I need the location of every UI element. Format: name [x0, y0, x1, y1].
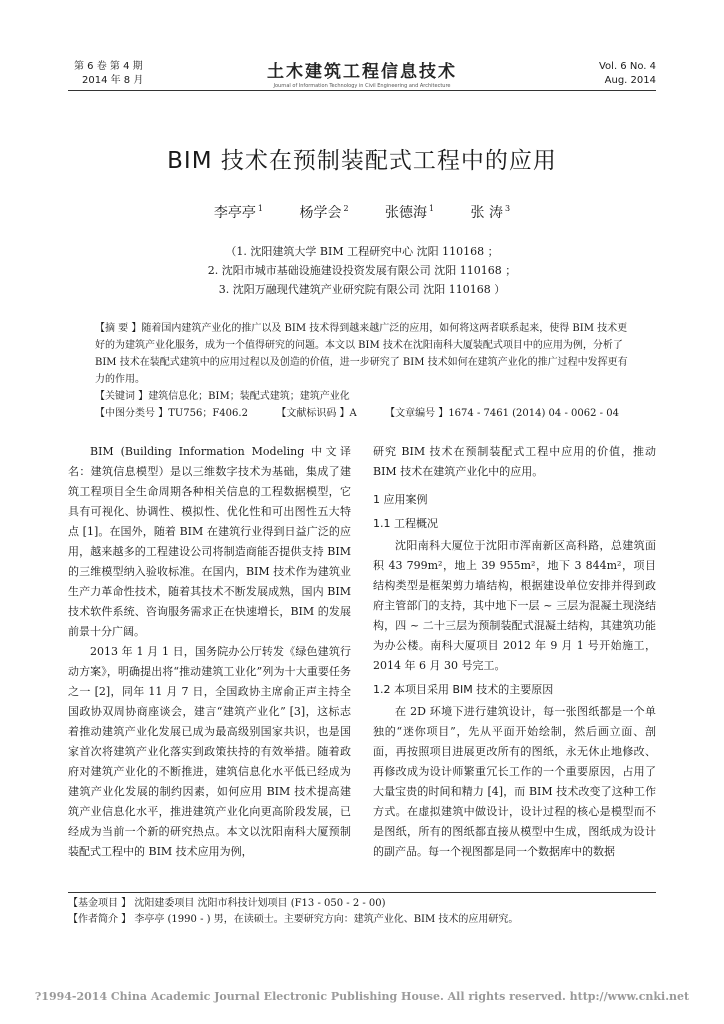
paragraph: 沈阳南科大厦位于沈阳市浑南新区高科路，总建筑面积 43 799m²，地上 39 955m²，地下 3 844m²，项目结构类型是框架剪力墙结构，根据建设单位安排并得到政府主管部门的支持，其中地下一层 ~ 三层为混凝土现浇结构，四 ~ 二十三层为预制装配式混凝土结构，其建筑功能为办公楼。南科大厦项目 2012 年 9 月 1 号开始施工，2014 年 6 月 30 号完工。 — [373, 539, 656, 672]
body-right-column — [373, 442, 656, 862]
author-affil-mark: 1 — [429, 204, 435, 214]
paragraph: 2013 年 1 月 1 日，国务院办公厅转发《绿色建筑行动方案》，明确提出将“推动建筑工业化”列为十大重要任务之一 [2]，同年 11 月 7 日，全国政协主席俞正声主持全国政协双周协商座谈会，建言“建筑产业化” [3]，这标志着推动建筑产业化发展已成为最高级别国家共识，也是国家首次将建筑产业化落实到政策扶持的有效举措。随着政府对建筑产业化的不断推进，建筑信息化水平低已经成为建筑产业化发展的制约因素，如何应用 BIM 技术提高建筑产业信息化水平，推进建筑产业化向更高阶段发展，已经成为当前一个新的研究热点。本文以沈阳南科大厦预制装配式工程中的 BIM 技术应用为例， — [68, 645, 351, 858]
doc-code-value: A — [349, 408, 357, 419]
body-left-column — [68, 442, 351, 862]
author-affil-mark: 1 — [257, 204, 263, 214]
author — [299, 205, 348, 221]
subsection-heading: 1.1 工程概况 — [373, 517, 438, 530]
affiliation-2: 2. 沈阳市城市基础设施建设投资发展有限公司 沈阳 110168 ； — [207, 264, 517, 277]
author — [471, 205, 511, 221]
volume-issue: 第 6 卷 第 4 期 — [74, 61, 143, 72]
journal-masthead — [262, 57, 462, 89]
author-affil-mark: 3 — [505, 204, 511, 214]
article-no-value: 1674 - 7461 (2014) 04 - 0062 - 04 — [448, 408, 619, 419]
volume-number-en: Vol. 6 No. 4 — [598, 61, 656, 72]
copyright-watermark: ?1994-2014 China Academic Journal Electronic Publishing House. All rights reserved. http://www.cnki.net — [34, 990, 690, 1003]
affiliation-3: 3. 沈阳万融现代建筑产业研究院有限公司 沈阳 110168 ） — [218, 283, 506, 296]
clc-label: 【中图分类号 】 — [95, 408, 169, 419]
footnote-rule — [68, 892, 656, 893]
affiliation-1: （1. 沈阳建筑大学 BIM 工程研究中心 沈阳 110168 ； — [225, 245, 499, 258]
author-name: 杨学会 — [299, 205, 342, 221]
keywords-label: 【关键词 】 — [95, 391, 149, 402]
author-list — [0, 202, 724, 222]
author-name: 李亭亭 — [213, 205, 256, 221]
keywords-text: 建筑信息化；BIM；装配式建筑；建筑产业化 — [148, 391, 350, 402]
date-en: Aug. 2014 — [604, 75, 656, 86]
header-rule — [68, 90, 656, 91]
classification-line — [95, 405, 635, 422]
publication-date: 2014 年 8 月 — [82, 75, 144, 86]
author-name: 张 涛 — [470, 205, 503, 221]
paragraph: BIM (Building Information Modeling 中文译名：建筑信息模型）是以三维数字技术为基础，集成了建筑工程项目全生命周期各种相关信息的工程数据模型，它具有可视化、协调性、模拟性、优化性和可出图性五大特点 [1]。在国外，随着 BIM 在建筑行业得到日益广泛的应用，越来越多的工程建设公司将制造商能否提供支持 BIM 的三维模型纳入验收标准。在国内，BIM 技术作为建筑业生产力革命性技术，随着其技术不断发展成熟，国内 BIM 技术软件系统、咨询服务需求正在快速增长，BIM 的发展前景十分广阔。 — [68, 445, 351, 638]
author-intro-note: 【作者简介 】 李亭亭 (1990 - ) 男，在读硕士。主要研究方向：建筑产业化、BIM 技术的应用研究。 — [68, 914, 519, 925]
abstract — [95, 320, 635, 388]
author — [385, 205, 434, 221]
clc-value: TU756；F406.2 — [168, 408, 248, 419]
section-heading: 1 应用案例 — [373, 493, 428, 506]
subsection-heading: 1.2 本项目采用 BIM 技术的主要原因 — [373, 683, 554, 696]
abstract-label: 【摘 要 】 — [95, 323, 142, 334]
keywords — [95, 388, 635, 405]
author — [214, 205, 263, 221]
fund-note: 【基金项目 】 沈阳建委项目 沈阳市科技计划项目 (F13 - 050 - 2 - 00) — [68, 898, 386, 909]
journal-name-en: Journal of Information Technology in Civil Engineering and Architecture — [273, 83, 451, 89]
journal-name-cn: 土木建筑工程信息技术 — [267, 62, 457, 82]
author-affil-mark: 2 — [343, 204, 349, 214]
author-name: 张德海 — [385, 205, 427, 221]
paragraph: 在 2D 环境下进行建筑设计，每一张图纸都是一个单独的“迷你项目”，先从平面开始绘制，然后画立面、剖面，再按照项目进展更改所有的图纸，永无休止地修改、再修改成为设计师繁重冗长工作的一个重要原因，占用了大量宝贵的时间和精力 [4]，而 BIM 技术改变了这种工作方式。在虚拟建筑中做设计，设计过程的核心是模型而不是图纸，所有的图纸都直接从模型中生成，图纸成为设计的副产品。每一个视图都是同一个数据库中的数据 — [373, 705, 656, 858]
paragraph: 研究 BIM 技术在预制装配式工程中应用的价值，推动 BIM 技术在建筑产业化中的应用。 — [373, 445, 656, 478]
doc-code-label: 【文献标识码 】 — [276, 408, 350, 419]
abstract-text: 随着国内建筑产业化的推广以及 BIM 技术得到越来越广泛的应用，如何将这两者联系起来，使得 BIM 技术更好的为建筑产业化服务，成为一个值得研究的问题。本文以 BIM 技术在沈阳南科大厦装配式项目中的应用为例，分析了 BIM 技术在装配式建筑中的应用过程以及创造的价值，进一步研究了 BIM 技术如何在建筑产业化的推广过程中发挥更有力的作用。 — [95, 323, 628, 385]
article-title: BIM 技术在预制装配式工程中的应用 — [167, 148, 557, 174]
article-no-label: 【文章编号 】 — [385, 408, 449, 419]
